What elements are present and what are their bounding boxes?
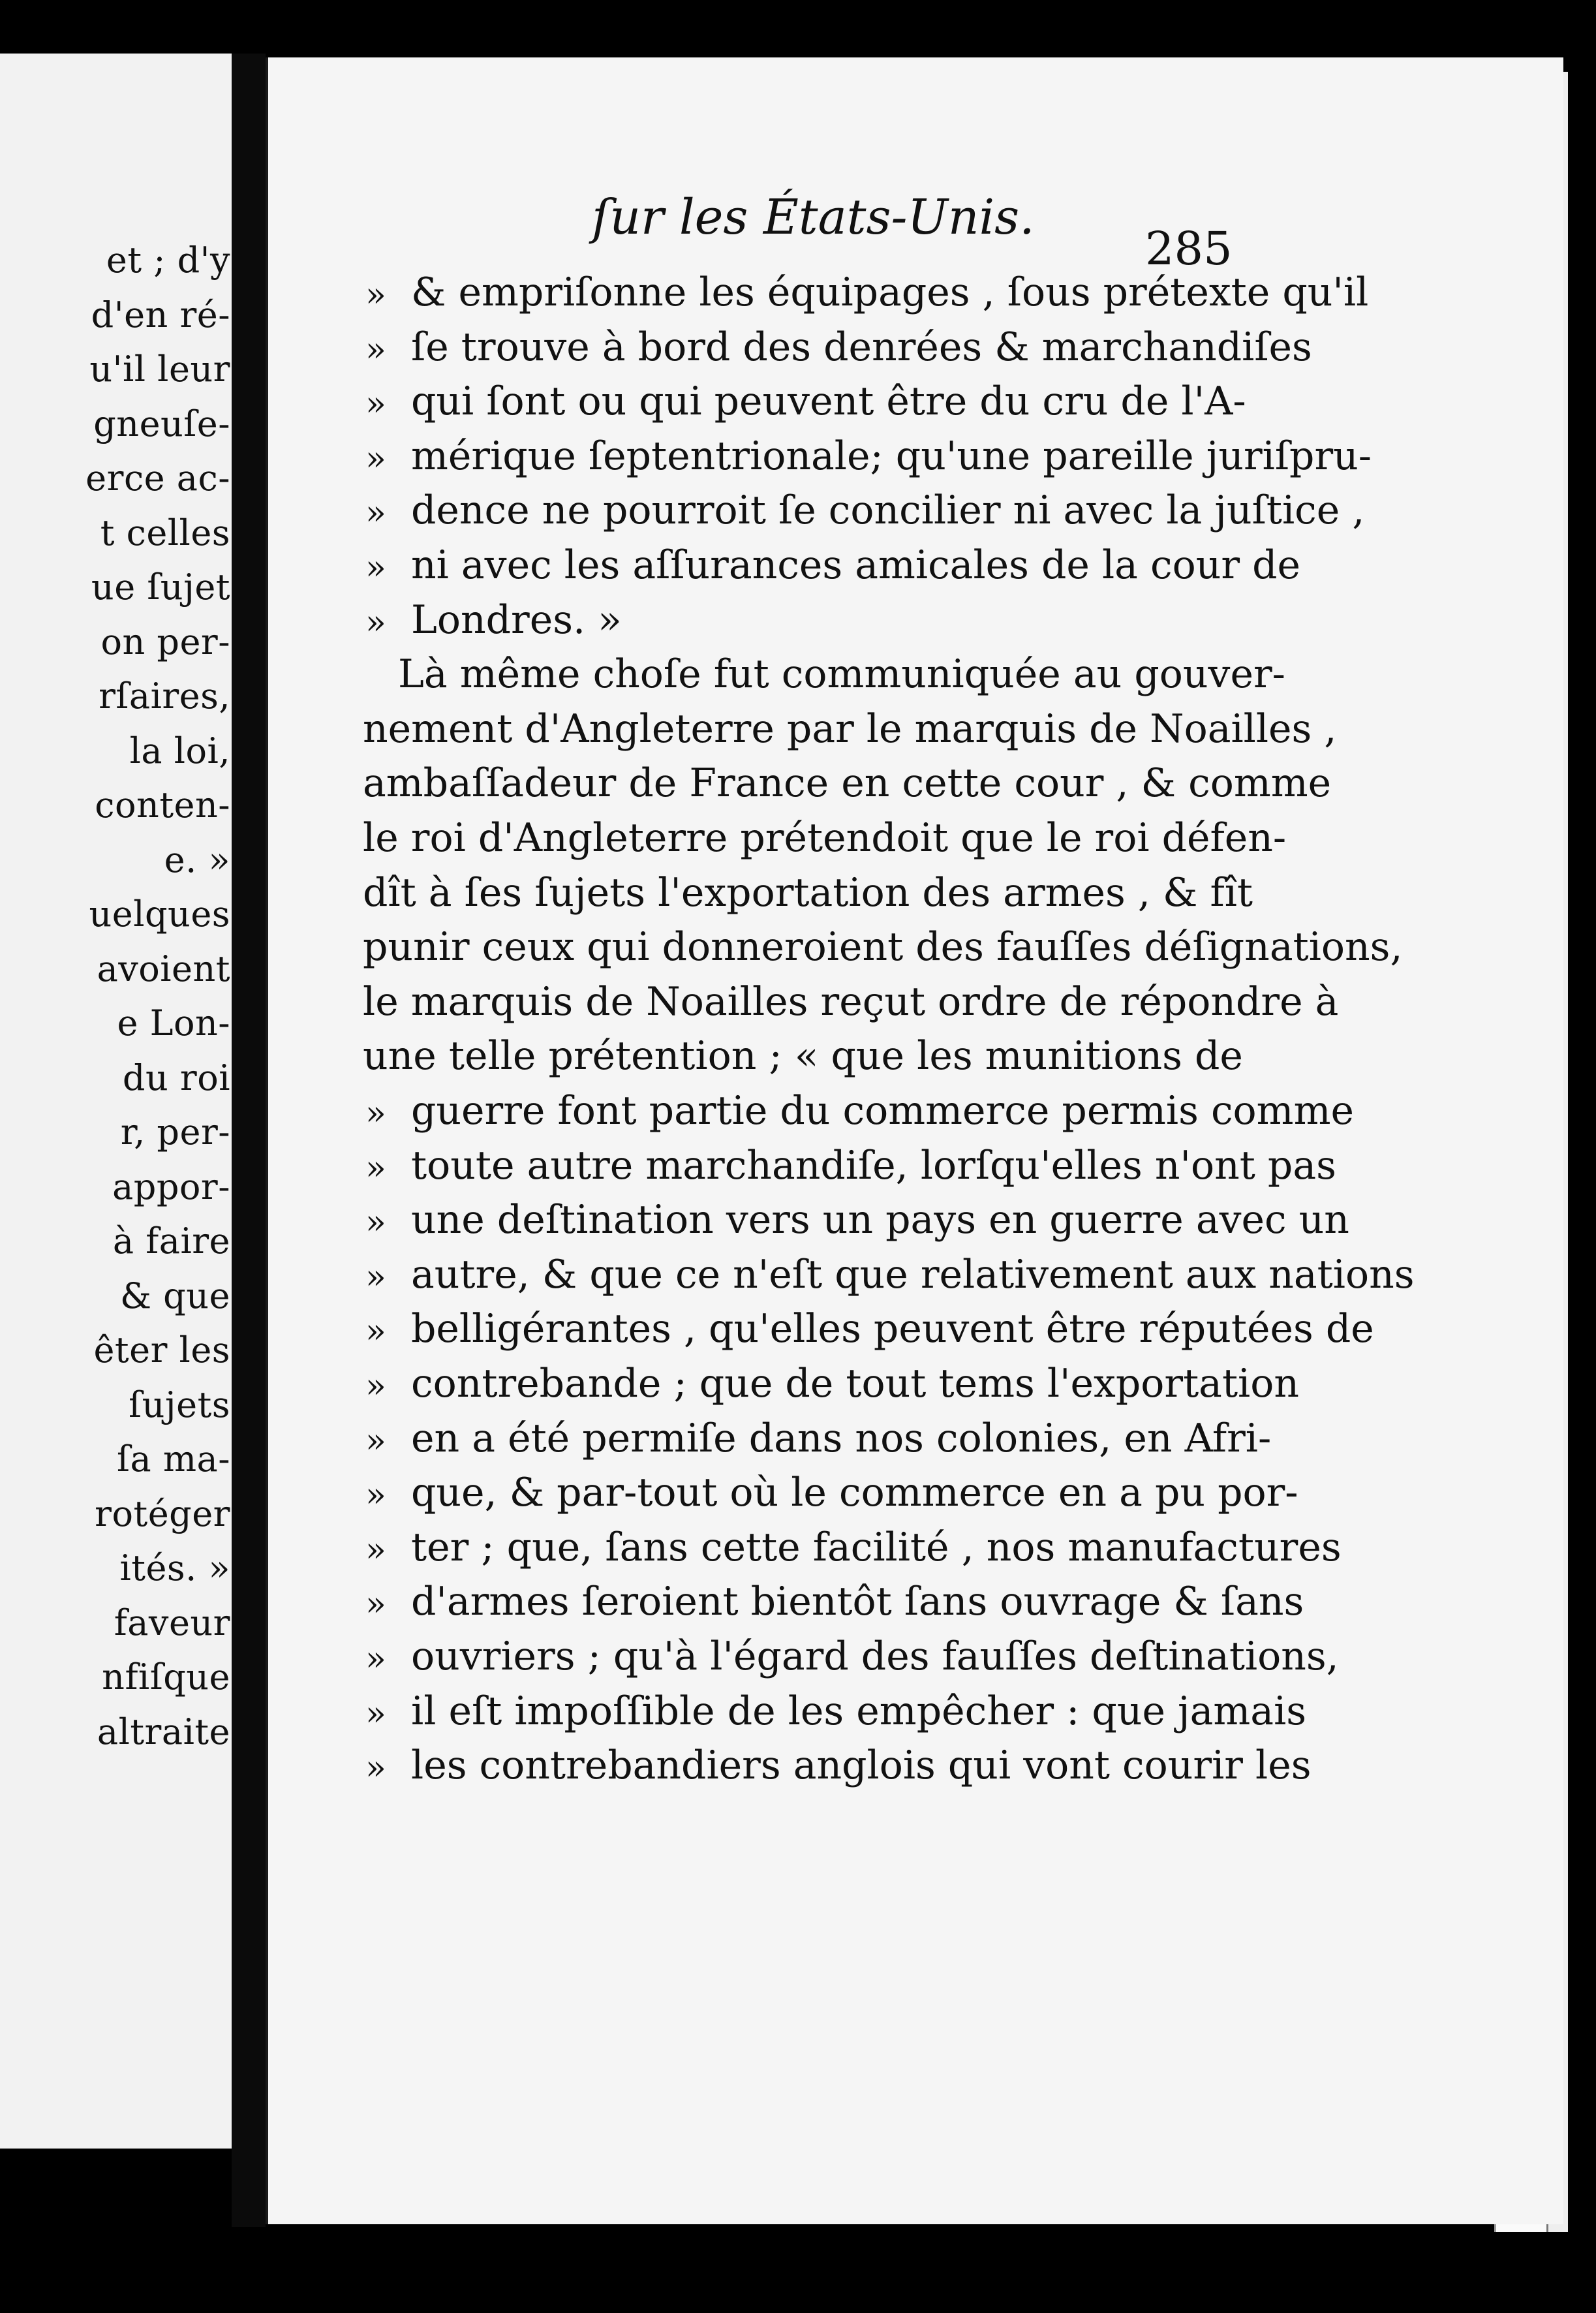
text-line-content: il eſt impoſſible de les empêcher : que jamais xyxy=(411,1688,1307,1734)
left-page-line: et ; d'y xyxy=(106,240,230,281)
quote-mark: » xyxy=(365,602,386,642)
quote-mark: » xyxy=(365,1585,386,1624)
text-line xyxy=(411,1088,1354,1134)
quote-mark: » xyxy=(365,1639,386,1679)
left-page xyxy=(0,54,232,2149)
left-page-line: rotéger xyxy=(95,1493,230,1534)
left-page-line: faveur xyxy=(114,1602,230,1643)
left-page-line: avoient xyxy=(97,948,230,989)
text-line xyxy=(411,1688,1307,1734)
left-page-line: & que xyxy=(119,1275,230,1316)
text-line xyxy=(363,978,1339,1025)
left-page-line: on per- xyxy=(100,621,230,662)
left-page-line: ue ſujet xyxy=(91,567,230,608)
quote-mark: » xyxy=(365,1694,386,1733)
text-line xyxy=(411,379,1246,425)
text-line-content: dence ne pourroit ſe concilier ni avec la juſtice , xyxy=(411,488,1365,534)
text-line xyxy=(411,1524,1342,1570)
left-page-line: e. » xyxy=(164,839,230,880)
quote-mark: » xyxy=(365,1367,386,1406)
left-page-line: ités. » xyxy=(119,1547,230,1589)
text-line-content: le roi d'Angleterre prétendoit que le roi défen- xyxy=(363,815,1287,861)
text-line-content: dît à ſes ſujets l'exportation des armes , & fît xyxy=(363,869,1253,916)
text-line xyxy=(411,1470,1298,1516)
left-page-line: ſujets xyxy=(129,1384,230,1425)
text-line-content: toute autre marchandiſe, lorſqu'elles n'ont pas xyxy=(411,1142,1336,1188)
text-line-content: ni avec les aſſurances amicales de la cour de xyxy=(411,542,1301,588)
text-line-content: une deſtination vers un pays en guerre avec un xyxy=(411,1197,1349,1243)
text-line-content: qui ſont ou qui peuvent être du cru de l'A- xyxy=(411,379,1246,425)
text-line xyxy=(411,488,1365,534)
left-page-line: la loi, xyxy=(129,730,230,771)
text-line-content: guerre font partie du commerce permis comme xyxy=(411,1088,1354,1134)
text-line xyxy=(411,433,1372,479)
quote-mark: » xyxy=(365,1203,386,1243)
text-line-content: belligérantes , qu'elles peuvent être réputées de xyxy=(411,1306,1374,1352)
text-line-content: le marquis de Noailles reçut ordre de répondre à xyxy=(363,978,1339,1025)
quote-mark: » xyxy=(365,548,386,587)
text-line xyxy=(411,1251,1415,1297)
quote-mark: » xyxy=(365,1094,386,1133)
text-line-content: punir ceux qui donneroient des fauſſes déſignations, xyxy=(363,924,1403,970)
text-line-content: une telle prétention ; « que les munitions de xyxy=(363,1033,1243,1079)
left-page-line: nfiſque xyxy=(102,1656,230,1698)
quote-mark: » xyxy=(365,1312,386,1352)
text-line xyxy=(363,706,1337,752)
text-line xyxy=(411,1415,1272,1461)
text-line xyxy=(411,542,1301,588)
quote-mark: » xyxy=(365,1748,386,1788)
text-line xyxy=(411,1579,1304,1625)
text-line xyxy=(363,869,1253,916)
text-line-content: ter ; que, ſans cette facilité , nos manufactures xyxy=(411,1524,1342,1570)
text-line-content: & empriſonne les équipages , ſous prétexte qu'il xyxy=(411,270,1369,315)
quote-mark: » xyxy=(365,439,386,478)
text-line-content: d'armes ſeroient bientôt ſans ouvrage & ſans xyxy=(411,1579,1304,1625)
text-line-content: Londres. » xyxy=(411,597,622,643)
left-page-line: altraite xyxy=(97,1711,230,1752)
left-page-line: êter les xyxy=(93,1329,230,1371)
quote-mark: » xyxy=(365,493,386,533)
running-head: ſur les États-Unis. xyxy=(592,189,1035,245)
left-page-line: t celles xyxy=(100,512,230,553)
text-line xyxy=(411,1743,1312,1789)
page-number: 285 xyxy=(1145,222,1233,275)
text-line-content: les contrebandiers anglois qui vont courir les xyxy=(411,1743,1312,1789)
quote-mark: » xyxy=(365,1148,386,1188)
text-line xyxy=(411,1142,1336,1188)
text-line-content: ſe trouve à bord des denrées & marchandiſes xyxy=(411,324,1312,370)
quote-mark: » xyxy=(365,1476,386,1515)
quote-mark: » xyxy=(365,1421,386,1461)
text-line-content: ouvriers ; qu'à l'égard des fauſſes deſtinations, xyxy=(411,1634,1339,1679)
text-line xyxy=(363,760,1332,807)
text-line xyxy=(411,1306,1374,1352)
left-page-line: ſa ma- xyxy=(117,1438,230,1480)
left-page-line: gneuſe- xyxy=(93,403,230,444)
left-page-line: conten- xyxy=(95,784,230,826)
left-page-line: u'il leur xyxy=(89,349,230,390)
text-line-content: Là même choſe fut communiquée au gouver- xyxy=(398,651,1285,698)
text-line-content: contrebande ; que de tout tems l'exportation xyxy=(411,1361,1300,1406)
text-line xyxy=(398,651,1285,698)
text-line xyxy=(411,597,1231,643)
text-line xyxy=(411,270,1369,315)
text-line-content: en a été permiſe dans nos colonies, en Afri- xyxy=(411,1415,1272,1461)
left-page-line: du roi xyxy=(122,1057,230,1098)
quote-mark: » xyxy=(365,1530,386,1570)
left-page-line: r, per- xyxy=(120,1111,230,1153)
text-line xyxy=(363,924,1403,970)
left-page-line: uelques xyxy=(89,893,230,935)
book-gutter xyxy=(232,54,266,2227)
text-line xyxy=(363,815,1287,861)
text-line-content: que, & par-tout où le commerce en a pu por- xyxy=(411,1470,1298,1516)
text-line xyxy=(411,1361,1300,1406)
quote-mark: » xyxy=(365,275,386,315)
left-page-line: à faire xyxy=(112,1220,230,1262)
text-line xyxy=(363,1033,1243,1079)
quote-mark: » xyxy=(365,330,386,369)
quote-mark: » xyxy=(365,1257,386,1297)
text-line-content: mérique ſeptentrionale; qu'une pareille juriſpru- xyxy=(411,433,1372,479)
text-line xyxy=(411,1634,1339,1679)
left-page-line: e Lon- xyxy=(117,1002,230,1044)
text-line-content: nement d'Angleterre par le marquis de Noailles , xyxy=(363,706,1337,752)
left-page-line: erce ac- xyxy=(85,458,230,499)
left-page-line: rſaires, xyxy=(99,675,230,717)
text-line xyxy=(411,1197,1349,1243)
text-line xyxy=(411,324,1312,370)
left-page-line: appor- xyxy=(112,1166,230,1207)
quote-mark: » xyxy=(365,384,386,424)
left-page-line: d'en ré- xyxy=(91,294,230,335)
text-line-content: ambaſſadeur de France en cette cour , & comme xyxy=(363,760,1332,807)
text-line-content: autre, & que ce n'eſt que relativement aux nations xyxy=(411,1251,1415,1297)
